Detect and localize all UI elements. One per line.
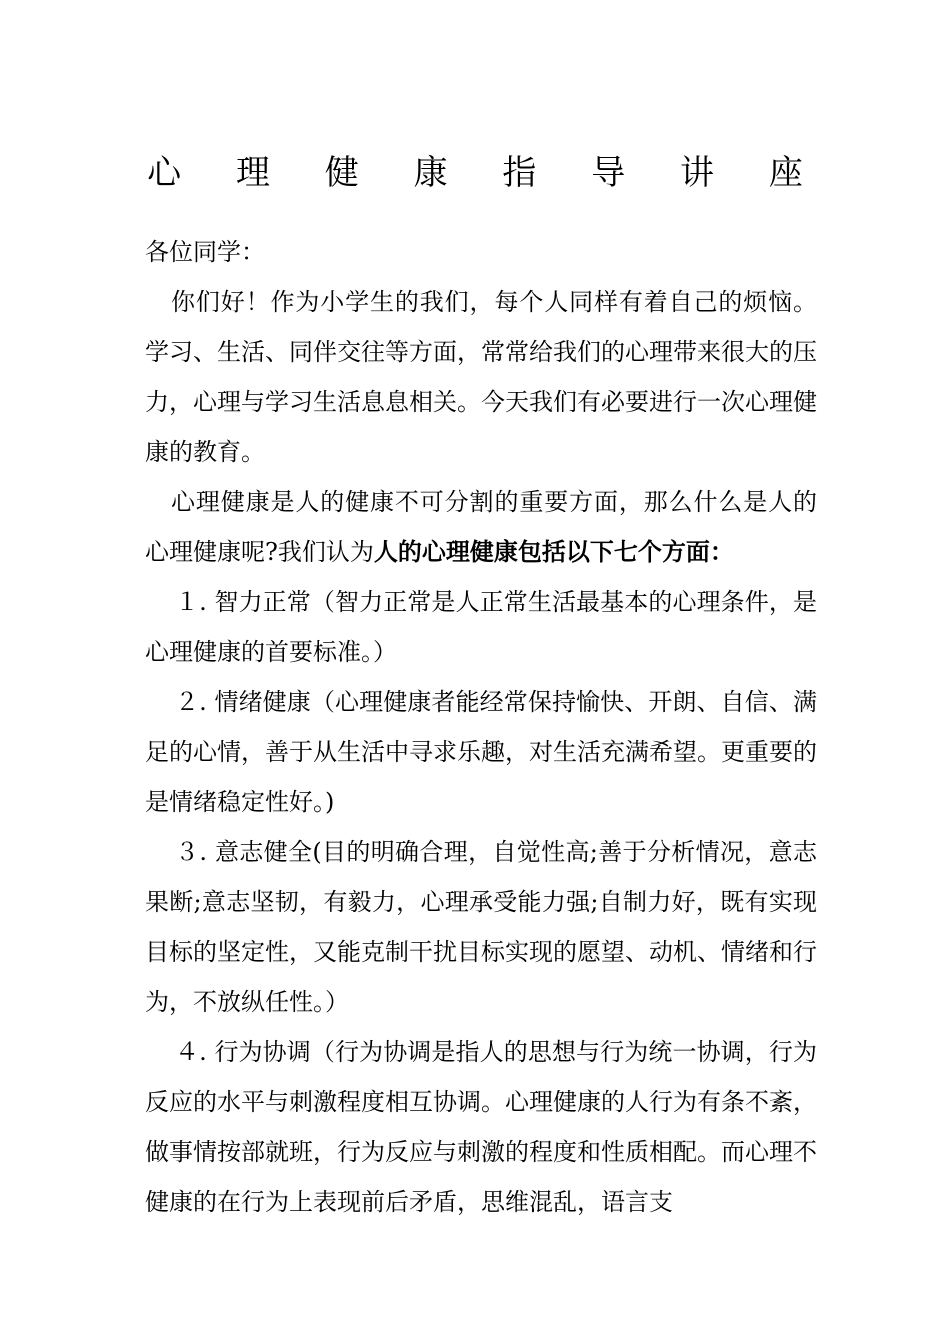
greeting: 各位同学： — [145, 238, 265, 266]
aspects-heading: 人的心理健康包括以下七个方面： — [373, 537, 734, 566]
aspects-text: 心理健康是人的健康不可分割的重要方面，那么什么是人的心理健康呢?我们认为 — [145, 488, 817, 566]
document-body — [145, 227, 817, 1227]
list-item-emotion: ２. 情绪健康（心理健康者能经常保持愉快、开朗、自信、满足的心情，善于从生活中寻求乐趣，对生活充满希望。更重要的是情绪稳定性好。) — [145, 688, 817, 816]
list-item-intelligence: １. 智力正常（智力正常是人正常生活最基本的心理条件，是心理健康的首要标准。） — [145, 588, 817, 666]
document-title: 心 理 健 康 指 导 讲 座 — [147, 152, 825, 193]
list-item-will: ３. 意志健全(目的明确合理，自觉性高;善于分析情况，意志果断;意志坚韧，有毅力，心理承受能力强;自制力好，既有实现目标的坚定性，又能克制干扰目标实现的愿望、动机、情绪和行为，不放纵任性。） — [145, 838, 817, 1016]
aspects-paragraph — [145, 477, 817, 577]
list-item-behavior: ４. 行为协调（行为协调是指人的思想与行为统一协调，行为反应的水平与刺激程度相互协调。心理健康的人行为有条不紊，做事情按部就班，行为反应与刺激的程度和性质相配。而心理不健康的在行为上表现前后矛盾，思维混乱，语言支 — [145, 1038, 817, 1216]
intro-paragraph: 你们好！作为小学生的我们，每个人同样有着自己的烦恼。学习、生活、同伴交往等方面，常常给我们的心理带来很大的压力，心理与学习生活息息相关。今天我们有必要进行一次心理健康的教育。 — [145, 288, 817, 466]
